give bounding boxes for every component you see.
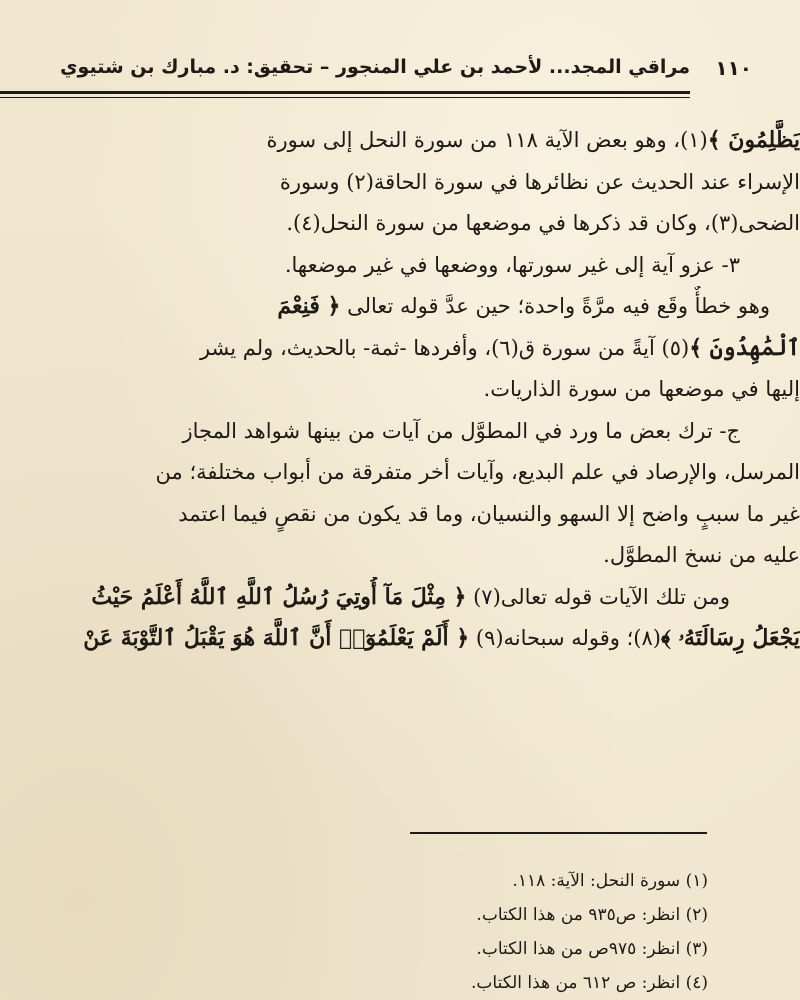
footnote: (٣) انظر: ٩٧٥ص من هذا الكتاب. bbox=[476, 939, 708, 959]
text-line bbox=[8, 577, 800, 619]
text-line bbox=[8, 535, 800, 577]
line-text: الإسراء عند الحديث عن نظائرها في سورة الحاقة(٢) وسورة bbox=[279, 169, 800, 194]
text-line bbox=[8, 452, 800, 494]
text-line bbox=[8, 411, 800, 453]
line-text: المرسل، والإرصاد في علم البديع، وآيات أخر متفرقة من أبواب مختلفة؛ من bbox=[155, 460, 800, 484]
text-line bbox=[8, 203, 800, 245]
line-text: (٨)؛ وقوله سبحانه(٩) bbox=[475, 626, 661, 650]
line-text: الضحى(٣)، وكان قد ذكرها في موضعها من سورة النحل(٤). bbox=[286, 211, 800, 235]
quran-quote: ٱلْمَٰهِدُونَ ﴾ bbox=[689, 334, 800, 361]
footnote-separator bbox=[410, 832, 707, 834]
text-line bbox=[8, 328, 800, 370]
quran-quote: يَجْعَلُ رِسَالَتَهُۥ ﴾ bbox=[660, 625, 800, 651]
text-line bbox=[8, 618, 800, 660]
text-line bbox=[8, 162, 800, 204]
text-line bbox=[8, 286, 800, 328]
line-text: إليها في موضعها من سورة الذاريات. bbox=[483, 377, 800, 401]
footnote: (٢) انظر: ص٩٣٥ من هذا الكتاب. bbox=[476, 905, 708, 925]
footnotes bbox=[60, 864, 708, 1000]
text-line bbox=[8, 369, 800, 411]
main-text bbox=[8, 120, 800, 660]
line-text: عليه من نسخ المطوَّل. bbox=[603, 543, 800, 567]
text-line bbox=[8, 245, 800, 287]
footnote: (١) سورة النحل: الآية: ١١٨. bbox=[512, 871, 708, 891]
line-text: (٥) آيةً من سورة ق(٦)، وأفردها -ثمة- بالحديث، ولم يشر bbox=[199, 335, 690, 360]
running-header bbox=[60, 56, 752, 84]
line-text: ج- ترك بعض ما ورد في المطوَّل من آيات من بينها شواهد المجاز bbox=[182, 418, 740, 443]
line-text: غير ما سببٍ واضح إلا السهو والنسيان، وما قد يكون من نقصٍ فيما اعتمد bbox=[178, 501, 800, 526]
line-text: ومن تلك الآيات قوله تعالى(٧) bbox=[473, 584, 730, 609]
page-number: ١١٠ bbox=[715, 56, 752, 80]
line-text: (١)، وهو بعض الآية ١١٨ من سورة النحل إلى سورة bbox=[266, 128, 708, 152]
quran-quote: يَظَّلِمُونَ ﴾ bbox=[707, 127, 800, 153]
running-header-title: مراقي المجد... لأحمد بن علي المنجور – تحقيق: د. مبارك بن شتيوي bbox=[60, 56, 690, 78]
quran-quote: ﴿ مِثْلَ مَآ أُوتِيَ رُسُلُ ٱللَّهِ ٱللَّهُ أَعْلَمُ حَيْثُ bbox=[91, 583, 467, 610]
line-text: وهو خطأٌ وقَع فيه مرَّةً واحدة؛ حين عدَّ قوله تعالى bbox=[347, 294, 770, 318]
line-text: ٣- عزو آية إلى غير سورتها، ووضعها في غير موضعها. bbox=[284, 252, 740, 277]
quran-quote: ﴿ أَلَمْ يَعْلَمُوٓا۟ أَنَّ ٱللَّهَ هُوَ يَقْبَلُ ٱلتَّوْبَةَ عَنْ bbox=[83, 625, 470, 651]
footnote: (٤) انظر: ص ٦١٢ من هذا الكتاب. bbox=[471, 973, 708, 993]
text-line bbox=[8, 494, 800, 536]
header-rule-thick bbox=[0, 91, 690, 94]
text-line bbox=[8, 120, 800, 162]
quran-quote: ﴿ فَنِعْمَ bbox=[277, 293, 341, 319]
header-rule-thin bbox=[0, 97, 690, 98]
